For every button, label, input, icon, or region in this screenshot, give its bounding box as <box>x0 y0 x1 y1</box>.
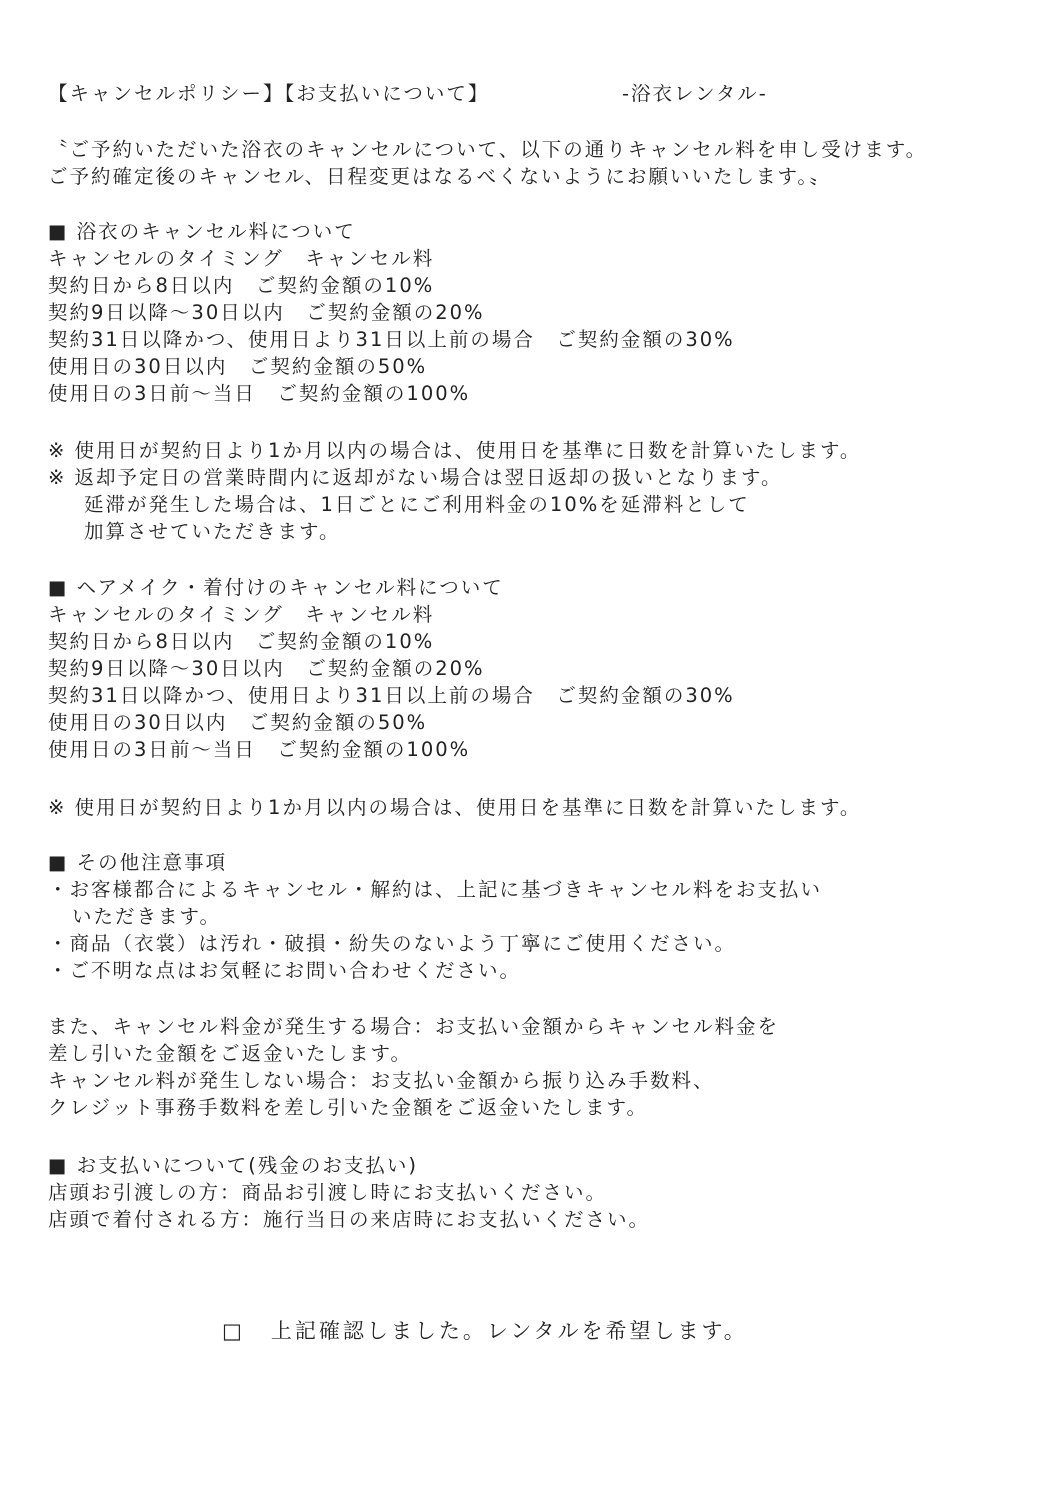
refund-line: 差し引いた金額をご返金いたします。 <box>48 1042 412 1065</box>
yukata-note: 延滞が発生した場合は、1日ごとにご利用料金の10%を延滞料として <box>84 493 750 516</box>
confirmation-row <box>222 1316 748 1346</box>
intro-line: 〝ご予約いただいた浴衣のキャンセルについて、以下の通りキャンセル料を申し受けます。 <box>48 138 928 161</box>
yukata-fee-row: 使用日の30日以内 ご契約金額の50% <box>48 355 428 378</box>
refund-line: また、キャンセル料金が発生する場合：お支払い金額からキャンセル料金を <box>48 1015 780 1038</box>
refund-line: クレジット事務手数料を差し引いた金額をご返金いたします。 <box>48 1096 648 1119</box>
hair-fee-row: 使用日の3日前〜当日 ご契約金額の100% <box>48 738 471 761</box>
hair-fee-row: 契約日から8日以内 ご契約金額の10% <box>48 630 435 653</box>
yukata-table-header: キャンセルのタイミング キャンセル料 <box>48 247 435 270</box>
hair-note: ※ 使用日が契約日より1か月以内の場合は、使用日を基準に日数を計算いたします。 <box>48 796 862 819</box>
other-section-heading: ■ その他注意事項 <box>48 851 228 874</box>
hair-table-header: キャンセルのタイミング キャンセル料 <box>48 603 435 626</box>
yukata-section-heading: ■ 浴衣のキャンセル料について <box>48 220 356 243</box>
confirmation-label: 上記確認しました。レンタルを希望します。 <box>270 1319 748 1343</box>
yukata-fee-row: 使用日の3日前〜当日 ご契約金額の100% <box>48 382 471 405</box>
yukata-note: ※ 返却予定日の営業時間内に返却がない場合は翌日返却の扱いとなります。 <box>48 466 783 489</box>
payment-section-heading: ■ お支払いについて(残金のお支払い) <box>48 1154 418 1177</box>
payment-line: 店頭お引渡しの方：商品お引渡し時にお支払いください。 <box>48 1181 608 1204</box>
hair-fee-row: 契約31日以降かつ、使用日より31日以上前の場合 ご契約金額の30% <box>48 684 735 707</box>
yukata-fee-row: 契約31日以降かつ、使用日より31日以上前の場合 ご契約金額の30% <box>48 328 735 351</box>
payment-line: 店頭で着付される方：施行当日の来店時にお支払いください。 <box>48 1208 651 1231</box>
yukata-fee-row: 契約9日以降〜30日以内 ご契約金額の20% <box>48 301 485 324</box>
intro-line: ご予約確定後のキャンセル、日程変更はなるべくないようにお願いいたします。〟 <box>48 165 831 188</box>
other-note: いただきます。 <box>72 905 221 928</box>
yukata-fee-row: 契約日から8日以内 ご契約金額の10% <box>48 274 435 297</box>
yukata-note: ※ 使用日が契約日より1か月以内の場合は、使用日を基準に日数を計算いたします。 <box>48 439 862 462</box>
hair-section-heading: ■ ヘアメイク・着付けのキャンセル料について <box>48 576 504 599</box>
other-note: ・ご不明な点はお気軽にお問い合わせください。 <box>48 959 522 982</box>
hair-fee-row: 使用日の30日以内 ご契約金額の50% <box>48 711 428 734</box>
confirmation-checkbox[interactable]: □ <box>222 1319 245 1343</box>
document-title: 【キャンセルポリシー】【お支払いについて】 <box>48 82 490 105</box>
other-note: ・お客様都合によるキャンセル・解約は、上記に基づきキャンセル料をお支払い <box>48 878 823 901</box>
yukata-note: 加算させていただきます。 <box>84 520 341 543</box>
refund-line: キャンセル料が発生しない場合：お支払い金額から振り込み手数料、 <box>48 1069 715 1092</box>
document-tag: -浴衣レンタル- <box>622 82 768 105</box>
other-note: ・商品（衣裳）は汚れ・破損・紛失のないよう丁寧にご使用ください。 <box>48 932 737 955</box>
hair-fee-row: 契約9日以降〜30日以内 ご契約金額の20% <box>48 657 485 680</box>
